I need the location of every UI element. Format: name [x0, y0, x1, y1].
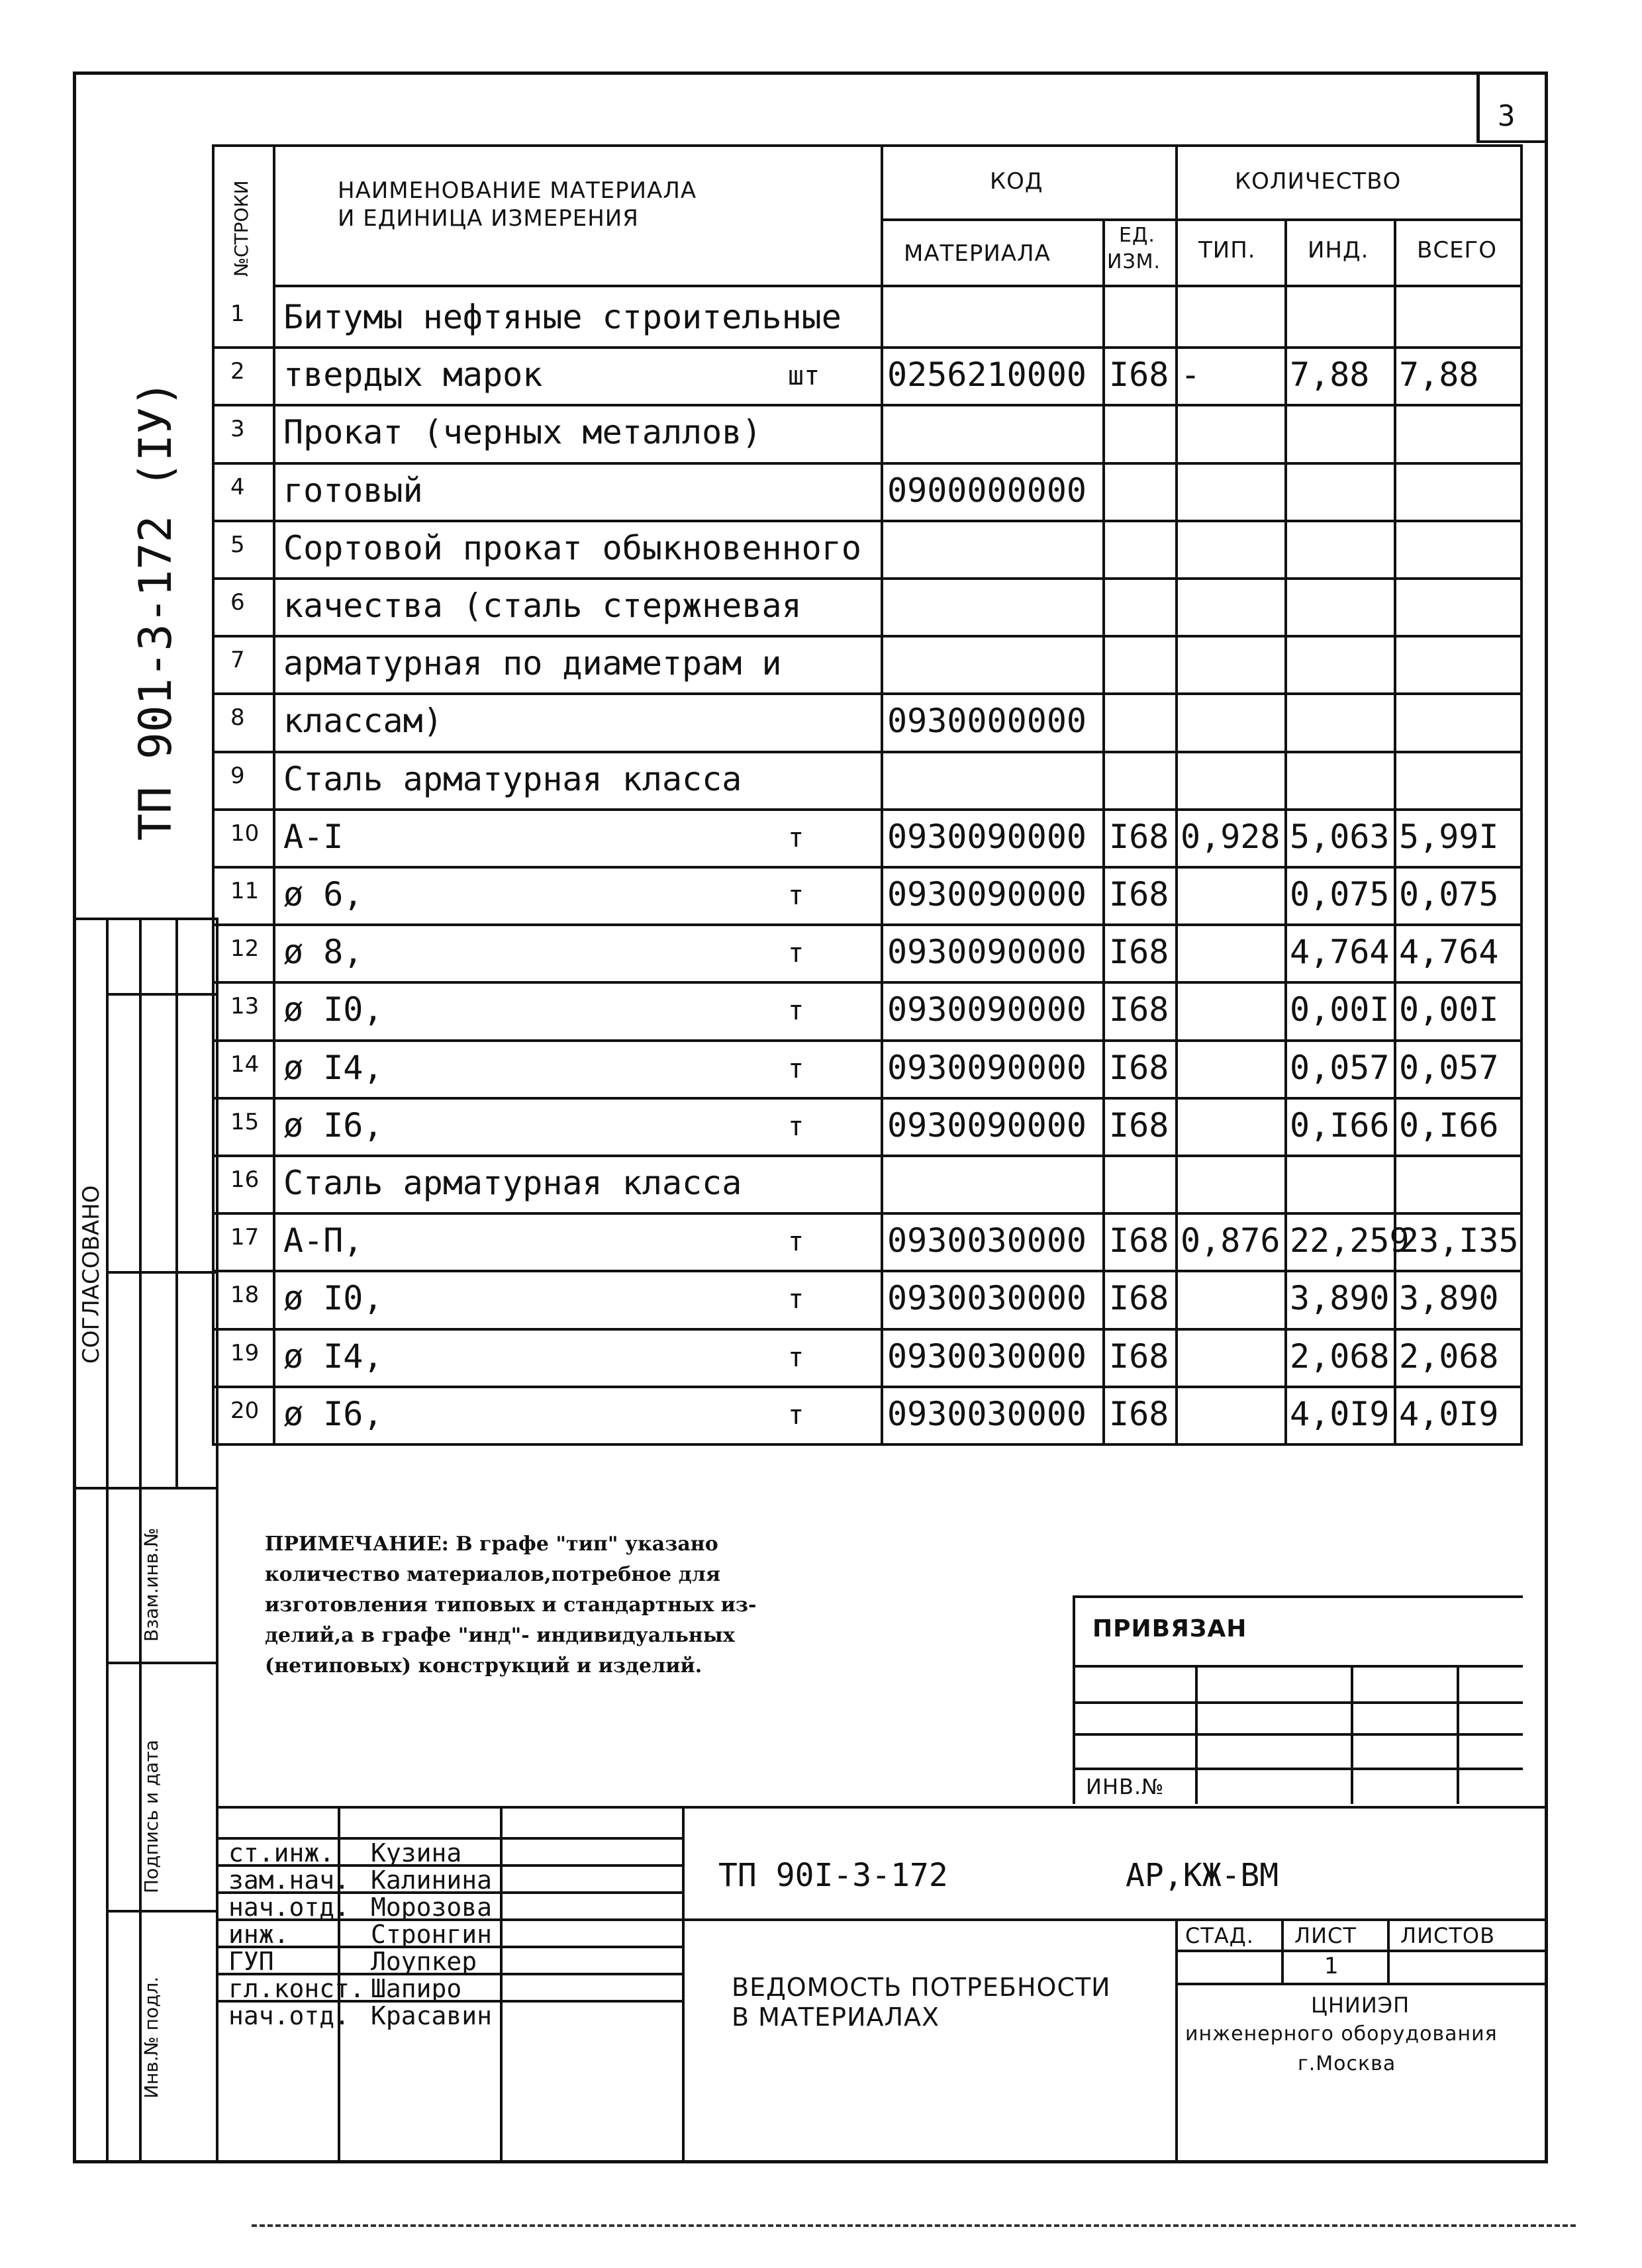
qty-typ: -	[1181, 355, 1201, 395]
doc-title-1: ВЕДОМОСТЬ ПОТРЕБНОСТИ	[732, 1973, 1111, 2002]
qty-total: 7,88	[1399, 355, 1479, 395]
unit-code: I68	[1109, 990, 1169, 1029]
table-row	[212, 1039, 1523, 1097]
unit: т	[788, 996, 804, 1027]
signer-name: Стронгин	[371, 1920, 493, 1949]
unit: т	[788, 938, 804, 969]
signer-name: Кузина	[371, 1838, 462, 1867]
table-row	[212, 923, 1523, 981]
unit-code: I68	[1109, 817, 1169, 856]
note-line: изготовления типовых и стандартных из-	[265, 1593, 757, 1617]
signer-name: Лоупкер	[371, 1947, 477, 1976]
qty-ind: 4,764	[1290, 933, 1390, 972]
qty-total: 5,99I	[1399, 817, 1499, 856]
material-name: Прокат (черных металлов)	[283, 413, 762, 452]
material-code: 0930090000	[887, 933, 1087, 972]
unit: т	[788, 1053, 804, 1084]
col-unit-header-2: ИЗМ.	[1107, 250, 1161, 273]
doc-mark: АР,КЖ-ВМ	[1126, 1857, 1279, 1894]
qty-typ: 0,876	[1181, 1221, 1280, 1260]
table-row	[212, 1097, 1523, 1155]
signer-name: Морозова	[371, 1893, 493, 1922]
row-number: 5	[230, 531, 245, 558]
material-code: 0930030000	[887, 1394, 1087, 1433]
note-block	[265, 1529, 757, 1681]
unit: т	[788, 880, 804, 911]
unit-code: I68	[1109, 1394, 1169, 1433]
material-name: ø I4,	[283, 1337, 383, 1376]
material-name: ø I4,	[283, 1048, 383, 1087]
row-number: 15	[230, 1108, 260, 1135]
col-name-header-2: И ЕДИНИЦА ИЗМЕРЕНИЯ	[338, 205, 639, 232]
qty-total: 2,068	[1399, 1337, 1499, 1376]
unit-code: I68	[1109, 1048, 1169, 1087]
col-unit-header-1: ЕД.	[1119, 224, 1155, 247]
row-number: 3	[230, 416, 245, 443]
material-name: Сортовой прокат обыкновенного	[283, 528, 861, 567]
table-row	[212, 751, 1523, 808]
qty-total: 4,764	[1399, 933, 1499, 972]
row-number: 10	[230, 820, 260, 847]
doc-code: ТП 90I-3-172	[718, 1857, 948, 1894]
unit: т	[788, 1342, 804, 1373]
org-line-3: г.Москва	[1298, 2052, 1396, 2075]
list-value: 1	[1324, 1953, 1339, 1979]
unit-code: I68	[1109, 933, 1169, 972]
qty-ind: 0,00I	[1290, 990, 1390, 1029]
doc-title-2: В МАТЕРИАЛАХ	[732, 2003, 940, 2032]
qty-total: 0,057	[1399, 1048, 1499, 1087]
table-row	[212, 1155, 1523, 1212]
material-code: 0930030000	[887, 1337, 1087, 1376]
qty-ind: 7,88	[1290, 355, 1370, 395]
row-number: 18	[230, 1282, 260, 1309]
signer-name: Красавин	[371, 2001, 493, 2030]
signer-role: ст.инж.	[228, 1838, 335, 1867]
qty-total: 0,075	[1399, 875, 1499, 914]
unit: т	[788, 1111, 804, 1142]
table-row	[212, 981, 1523, 1039]
qty-ind: 0,075	[1290, 875, 1390, 914]
material-name: классам)	[283, 702, 443, 741]
material-name: ø 8,	[283, 933, 363, 972]
material-name: готовый	[283, 471, 423, 510]
table-row	[212, 404, 1523, 461]
material-code: 0930090000	[887, 875, 1087, 914]
qty-typ: 0,928	[1181, 817, 1280, 856]
row-number: 2	[230, 358, 245, 385]
bottom-cut-line	[252, 2224, 1576, 2227]
table-row	[212, 289, 1523, 346]
material-code: 0930030000	[887, 1221, 1087, 1260]
qty-ind: 3,890	[1290, 1279, 1390, 1318]
table-row	[212, 1328, 1523, 1386]
qty-total: 4,0I9	[1399, 1394, 1499, 1433]
stad-label: СТАД.	[1185, 1923, 1254, 1948]
row-number: 12	[230, 935, 260, 963]
material-name: арматурная по диаметрам и	[283, 644, 782, 683]
col-name-header-1: НАИМЕНОВАНИЕ МАТЕРИАЛА	[338, 177, 697, 204]
unit: т	[788, 1399, 804, 1431]
row-number: 1	[230, 301, 245, 327]
table-row	[212, 866, 1523, 923]
signer-name: Шапиро	[371, 1974, 462, 2003]
qty-total: 23,I35	[1399, 1221, 1519, 1260]
qty-total: 0,I66	[1399, 1106, 1499, 1145]
row-number: 7	[230, 647, 245, 674]
list-label: ЛИСТ	[1294, 1923, 1357, 1948]
col-typ-header: ТИП.	[1198, 237, 1256, 263]
table-row	[212, 692, 1523, 750]
label-soglasovano: СОГЛАСОВАНО	[78, 1185, 105, 1364]
signer-role: зам.нач.	[228, 1866, 350, 1895]
table-row	[212, 1386, 1523, 1443]
row-number: 4	[230, 473, 245, 500]
table-row	[212, 520, 1523, 577]
privyazan-title: ПРИВЯЗАН	[1092, 1615, 1247, 1642]
qty-total: 0,00I	[1399, 990, 1499, 1029]
material-name: ø I6,	[283, 1394, 383, 1433]
signer-name: Калинина	[371, 1866, 493, 1895]
col-code-mat-header: МАТЕРИАЛА	[904, 240, 1051, 267]
material-name: A-I	[283, 817, 344, 856]
row-number: 16	[230, 1166, 260, 1193]
unit: т	[788, 822, 804, 853]
unit-code: I68	[1109, 1106, 1169, 1145]
material-name: Сталь арматурная класса	[283, 1164, 742, 1202]
material-name: Сталь арматурная класса	[283, 759, 742, 798]
unit-code: I68	[1109, 875, 1169, 914]
qty-ind: 4,0I9	[1290, 1394, 1390, 1433]
col-qty-header: КОЛИЧЕСТВО	[1235, 168, 1402, 195]
note-line: делий,а в графе "инд"- индивидуальных	[265, 1624, 735, 1647]
row-number: 17	[230, 1224, 260, 1251]
unit-code: I68	[1109, 1279, 1169, 1318]
table-row	[212, 346, 1523, 404]
qty-ind: 5,063	[1290, 817, 1390, 856]
note-line: количество материалов,потребное для	[265, 1563, 721, 1586]
qty-ind: 0,I66	[1290, 1106, 1390, 1145]
label-vzam-inv: Взам.инв.№	[140, 1527, 162, 1642]
unit-code: I68	[1109, 355, 1169, 395]
signer-role: ГУП	[228, 1947, 274, 1976]
table-row	[212, 808, 1523, 866]
qty-ind: 2,068	[1290, 1337, 1390, 1376]
material-name: ø I0,	[283, 990, 383, 1029]
unit-code: I68	[1109, 1221, 1169, 1260]
material-code: 0930090000	[887, 990, 1087, 1029]
row-number: 14	[230, 1051, 260, 1078]
material-name: твердых марок	[283, 355, 543, 395]
qty-ind: 0,057	[1290, 1048, 1390, 1087]
table-row	[212, 462, 1523, 520]
materials-table	[212, 144, 1523, 1445]
row-number: 19	[230, 1339, 260, 1366]
col-code-header: КОД	[990, 168, 1043, 195]
note-line: ПРИМЕЧАНИЕ: В графе "тип" указано	[265, 1533, 718, 1556]
unit: шт	[788, 361, 820, 392]
material-code: 0900000000	[887, 471, 1087, 510]
table-row	[212, 577, 1523, 635]
privyazan-inv: ИНВ.№	[1086, 1774, 1165, 1799]
org-line-1: ЦНИИЭП	[1311, 1993, 1410, 2018]
table-row	[212, 635, 1523, 692]
signer-role: нач.отд.	[228, 2001, 350, 2030]
signer-role: гл.конст.	[228, 1974, 365, 2003]
signer-role: нач.отд.	[228, 1893, 350, 1922]
qty-total: 3,890	[1399, 1279, 1499, 1318]
material-name: качества (сталь стержневая	[283, 587, 802, 625]
material-code: 0930090000	[887, 817, 1087, 856]
side-code: ТП 901-3-172 (IУ)	[130, 380, 182, 841]
material-code: 0256210000	[887, 355, 1087, 395]
row-number: 8	[230, 704, 245, 732]
row-number: 20	[230, 1397, 260, 1424]
table-row	[212, 1212, 1523, 1270]
qty-ind: 22,259	[1290, 1221, 1410, 1260]
col-row-header: №СТРОКИ	[230, 180, 252, 277]
material-name: Битумы нефтяные строительные	[283, 298, 842, 336]
material-code: 0930030000	[887, 1279, 1087, 1318]
label-podpis-data: Подпись и дата	[140, 1740, 162, 1893]
material-name: ø I0,	[283, 1279, 383, 1318]
col-total-header: ВСЕГО	[1417, 237, 1498, 263]
material-name: А-П,	[283, 1221, 363, 1260]
material-code: 0930090000	[887, 1106, 1087, 1145]
unit-code: I68	[1109, 1337, 1169, 1376]
unit: т	[788, 1284, 804, 1315]
unit: т	[788, 1227, 804, 1258]
signer-role: инж.	[228, 1920, 289, 1949]
material-code: 0930000000	[887, 702, 1087, 741]
listov-label: ЛИСТОВ	[1400, 1923, 1496, 1948]
note-line: (нетиповых) конструкций и изделий.	[265, 1654, 702, 1677]
page-number: 3	[1498, 99, 1516, 133]
material-name: ø I6,	[283, 1106, 383, 1145]
row-number: 6	[230, 589, 245, 616]
row-number: 11	[230, 878, 260, 904]
col-ind-header: ИНД.	[1308, 237, 1369, 263]
row-number: 9	[230, 762, 245, 789]
table-row	[212, 1270, 1523, 1327]
org-line-2: инженерного оборудования	[1185, 2022, 1498, 2046]
label-inv-podl: Инв.№ подл.	[140, 1976, 162, 2099]
material-name: ø 6,	[283, 875, 363, 914]
material-code: 0930090000	[887, 1048, 1087, 1087]
row-number: 13	[230, 993, 260, 1020]
